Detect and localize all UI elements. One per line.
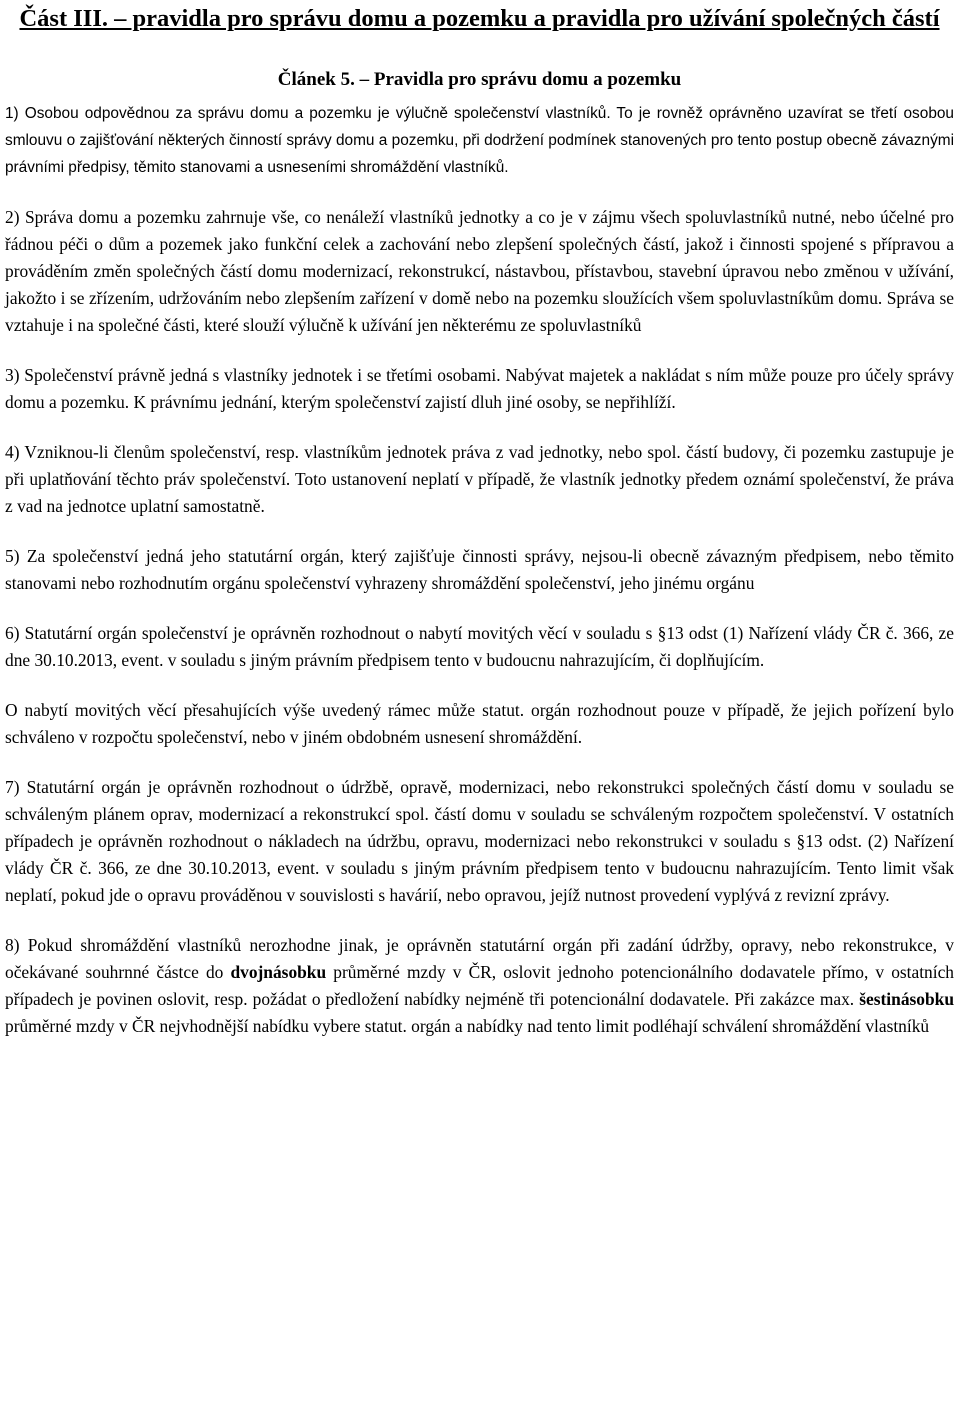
paragraph-2: 2) Správa domu a pozemku zahrnuje vše, co nenáleží vlastníků jednotky a co je v zájmu všech spoluvlastníků nutné, nebo účelné pro řádnou péči o dům a pozemek jako funkční celek a zachování nebo zlepšení společných částí, jakož i činnosti spojené s přípravou a prováděním změn společných částí domu modernizací, rekonstrukcí, nástavbou, přístavbou, stavební úpravou nebo změnou v užívání, jakožto i se zřízením, udržováním nebo zlepšením zařízení v domě nebo na pozemku sloužících všem spoluvlastníkům domu. Správa se vztahuje i na společné části, které slouží výlučně k užívání jen některému ze spoluvlastníků xyxy=(5,207,954,335)
paragraph-8-part-e: průměrné mzdy v ČR nejvhodnější nabídku vybere statut. orgán a nabídky nad tento limit podléhají schválení shromáždění vlastníků xyxy=(5,1016,930,1036)
part-title: Část III. – pravidla pro správu domu a pozemku a pravidla pro užívání společných částí xyxy=(19,5,940,32)
paragraph-1 xyxy=(5,100,954,181)
paragraph-8-emphasis-sixfold: šestinásobku xyxy=(859,989,954,1009)
paragraph-3: 3) Společenství právně jedná s vlastníky jednotek i se třetími osobami. Nabývat majetek a nakládat s ním může pouze pro účely správy domu a pozemku. K právnímu jednání, kterým společenství zajistí dluh jiné osoby, se nepřihlíží. xyxy=(5,365,954,412)
article-title: Článek 5. – Pravidla pro správu domu a pozemku xyxy=(277,69,682,90)
paragraph-8-emphasis-double: dvojnásobku xyxy=(230,962,327,982)
paragraph-6-continuation: O nabytí movitých věcí přesahujících výše uvedený rámec může statut. orgán rozhodnout pouze v případě, že jejich pořízení bylo schváleno v rozpočtu společenství, nebo v jiném obdobném usnesení shromáždění. xyxy=(5,700,954,747)
paragraph-8 xyxy=(5,932,954,1040)
paragraph-1-first-sentence: 1) Osobou odpovědnou za správu domu a pozemku je výlučně společenství vlastníků. xyxy=(5,105,611,122)
paragraph-8-part-c: průměrné mzdy v ČR, oslovit jednoho potencionálního dodavatele přímo, v ostatních případech je povinen oslovit, resp. požádat o předložení nabídky nejméně tři potencionální dodavatele. Při zakázce max. xyxy=(5,962,955,1009)
paragraph-4: 4) Vzniknou-li členům společenství, resp. vlastníkům jednotek práva z vad jednotky, nebo spol. částí budovy, či pozemku zastupuje je při uplatňování těchto práv společenství. Toto ustanovení neplatí v případě, že vlastník jednotky předem oznámí společenství, že práva z vad na jednotce uplatní samostatně. xyxy=(5,442,954,516)
paragraph-7: 7) Statutární orgán je oprávněn rozhodnout o údržbě, opravě, modernizaci, nebo rekonstrukci společných částí domu v souladu se schváleným plánem oprav, modernizací a rekonstrukcí spol. částí domu v souladu se schváleným rozpočtem společenství. V ostatních případech je oprávněn rozhodnout o nákladech na údržbu, opravu, modernizaci nebo rekonstrukci v souladu s §13 odst. (2) Nařízení vlády ČR č. 366, ze dne 30.10.2013, event. v souladu s jiným právním předpisem tento v budoucnu nahrazujícím. Tento limit však neplatí, pokud jde o opravu prováděnou v souvislosti s havárií, nebo opravou, jejíž nutnost provedení vyplývá z revizní zprávy. xyxy=(5,777,954,905)
paragraph-8-part-a: 8) Pokud shromáždění vlastníků nerozhodne jinak, je oprávněn statutární orgán při zadání údržby, opravy, nebo rekonstrukce, v očekávané souhrnné částce do xyxy=(5,935,954,982)
paragraph-1-rest: To je rovněž oprávněno uzavírat se třetí osobou smlouvu o zajišťování některých činností správy domu a pozemku, při dodržení podmínek stanovených pro tento postup obecně závaznými právními předpisy, těmito stanovami a usneseními shromáždění vlastníků. xyxy=(5,105,954,176)
paragraph-5: 5) Za společenství jedná jeho statutární orgán, který zajišťuje činnosti správy, nejsou-li obecně závazným předpisem, nebo těmito stanovami nebo rozhodnutím orgánu společenství vyhrazeny shromáždění společenství, jeho jinému orgánu xyxy=(5,546,954,593)
paragraph-6: 6) Statutární orgán společenství je oprávněn rozhodnout o nabytí movitých věcí v souladu s §13 odst (1) Nařízení vlády ČR č. 366, ze dne 30.10.2013, event. v souladu s jiným právním předpisem tento v budoucnu nahrazujícím, či doplňujícím. xyxy=(5,623,954,670)
